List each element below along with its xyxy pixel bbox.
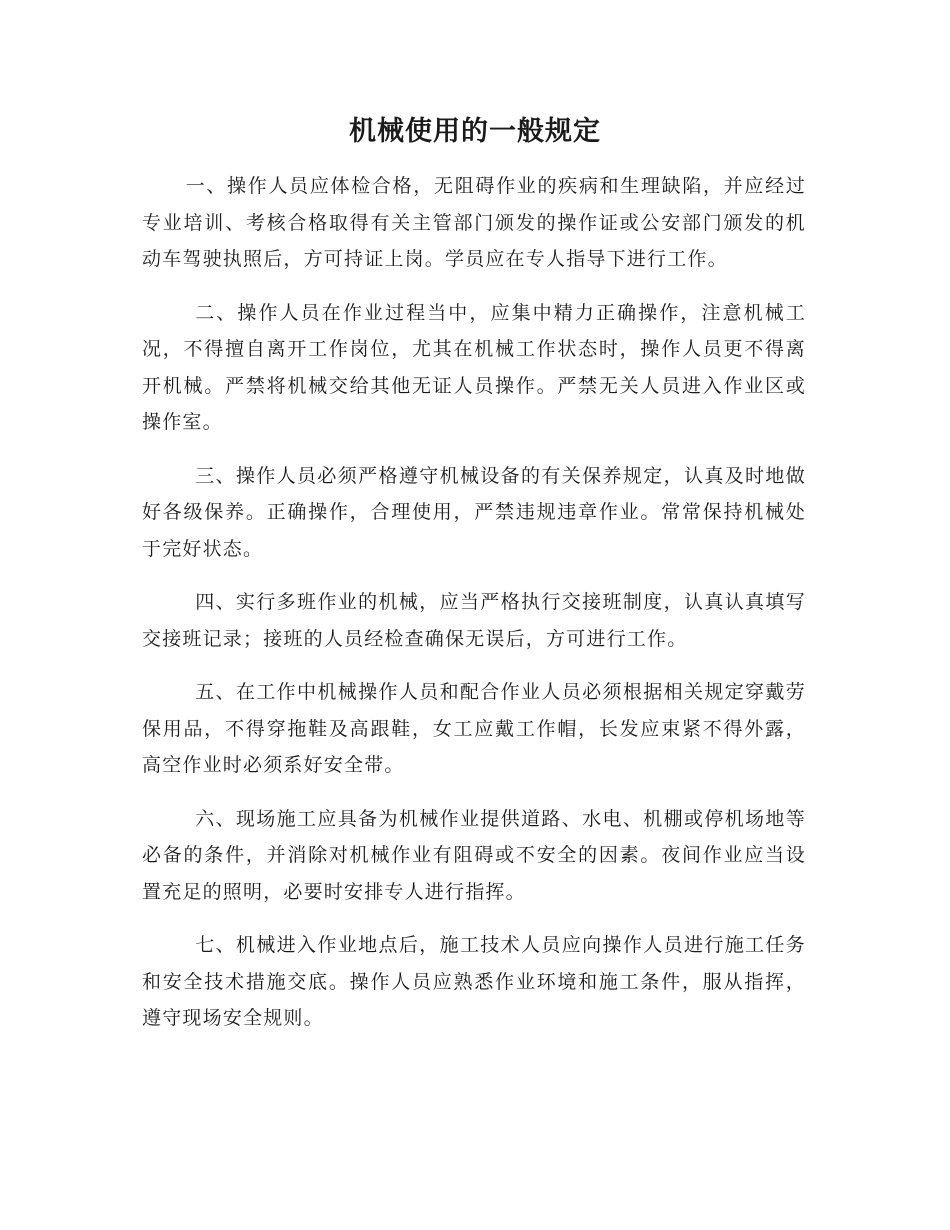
paragraph-4: 四、实行多班作业的机械，应当严格执行交接班制度，认真认真填写交接班记录；接班的人员经检查确保无误后，方可进行工作。 <box>142 591 806 650</box>
document-body <box>142 168 806 1054</box>
paragraph-2: 二、操作人员在作业过程当中，应集中精力正确操作，注意机械工况，不得擅自离开工作岗位，尤其在机械工作状态时，操作人员更不得离开机械。严禁将机械交给其他无证人员操作。严禁无关人员进入作业区或操作室。 <box>142 301 806 433</box>
paragraph-3: 三、操作人员必须严格遵守机械设备的有关保养规定，认真及时地做好各级保养。正确操作，合理使用，严禁违规违章作业。常常保持机械处于完好状态。 <box>142 464 806 560</box>
paragraph-6: 六、现场施工应具备为机械作业提供道路、水电、机棚或停机场地等必备的条件，并消除对机械作业有阻碍或不安全的因素。夜间作业应当设置充足的照明，必要时安排专人进行指挥。 <box>142 807 806 903</box>
paragraph-1: 一、操作人员应体检合格，无阻碍作业的疾病和生理缺陷，并应经过专业培训、考核合格取得有关主管部门颁发的操作证或公安部门颁发的机动车驾驶执照后，方可持证上岗。学员应在专人指导下进行工作。 <box>142 175 806 270</box>
paragraph-5: 五、在工作中机械操作人员和配合作业人员必须根据相关规定穿戴劳保用品，不得穿拖鞋及高跟鞋，女工应戴工作帽，长发应束紧不得外露，高空作业时必须系好安全带。 <box>142 681 806 776</box>
paragraph-7: 七、机械进入作业地点后，施工技术人员应向操作人员进行施工任务和安全技术措施交底。操作人员应熟悉作业环境和施工条件，服从指挥，遵守现场安全规则。 <box>142 934 806 1029</box>
document-title: 机械使用的一般规定 <box>349 116 601 147</box>
